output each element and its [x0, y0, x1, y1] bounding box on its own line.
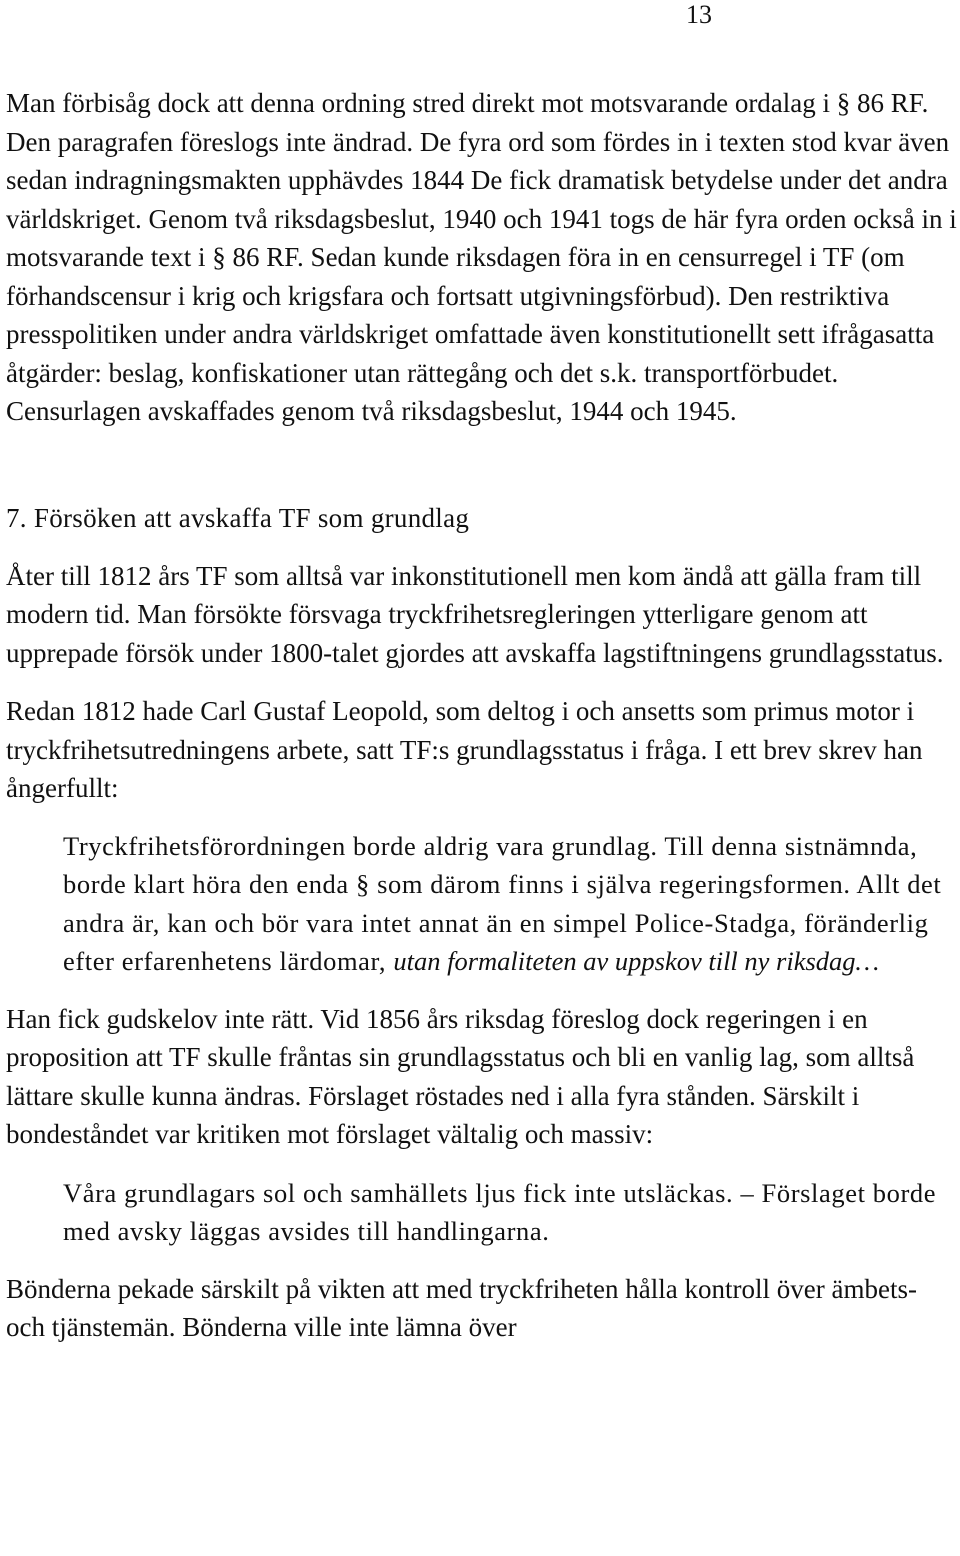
quote-text: Tryckfrihetsförordningen borde aldrig vara grundlag. Till denna sistnämnda, borde klart höra den enda § som därom finns i själva regeringsformen. Allt det andra är, kan och bör vara intet annat än en simpel Police-Stadga, föränderlig efter erfarenhetens lärdomar, — [63, 830, 942, 976]
paragraph-censorship-history: Man förbisåg dock att denna ordning stred direkt mot motsvarande ordalag i § 86 RF. Den paragrafen föreslogs inte ändrad. De fyra ord som fördes in i texten stod kvar även sedan indragningsmakten upphävdes 1844 De fick dramatisk betydelse under det andra världskriget. Genom två riksdagsbeslut, 1940 och 1941 togs de här fyra orden också in i motsvarande text i § 86 RF. Sedan kunde riksdagen föra in en censurregel i TF (om förhandscensur i krig och krigsfara och fortsatt utgivningsförbud). Den restriktiva presspolitiken under andra världskriget omfattade även konstitutionellt sett ifrågasatta åtgärder: beslag, konfiskationer utan rättegång och det s.k. transportförbudet. Censurlagen avskaffades genom två riksdagsbeslut, 1944 och 1945. — [6, 88, 957, 426]
paragraph-tf-unconstitutional: Åter till 1812 års TF som alltså var inkonstitutionell men kom ändå att gälla fram till modern tid. Man försökte försvaga tryckfrihetsregleringen ytterligare genom att upprepade försök under 1800-talet gjordes att avskaffa lagstiftningens grundlagsstatus. — [6, 560, 944, 668]
paragraph-leopold: Redan 1812 hade Carl Gustaf Leopold, som deltog i och ansetts som primus motor i tryckfrihetsutredningens arbete, satt TF:s grundlagsstatus i fråga. I ett brev skrev han ångerfullt: — [6, 696, 923, 803]
paragraph-1856-riksdag: Han fick gudskelov inte rätt. Vid 1856 års riksdag föreslog dock regeringen i en proposition att TF skulle fråntas sin grundlagsstatus och bli en vanlig lag, som alltså lättare skulle kunna ändras. Förslaget röstades ned i alla fyra stånden. Särskilt i bondeståndet var kritiken mot förslaget vältalig och massiv: — [6, 1003, 915, 1149]
page-number: 13 — [686, 0, 712, 29]
section-heading: 7. Försöken att avskaffa TF som grundlag — [6, 502, 470, 533]
paragraph-bonderna: Bönderna pekade särskilt på vikten att med tryckfriheten hålla kontroll över ämbets- och tjänstemän. Bönderna ville inte lämna över — [6, 1273, 917, 1342]
block-quote-bondestandet: Våra grundlagars sol och samhällets ljus fick inte utsläckas. – Förslaget borde med avsky läggas avsides till handlingarna. — [63, 1177, 937, 1246]
block-quote-leopold — [6, 827, 958, 981]
quote-italic-text: utan formaliteten av uppskov till ny riksdag… — [393, 946, 880, 976]
document-body — [6, 84, 958, 1347]
